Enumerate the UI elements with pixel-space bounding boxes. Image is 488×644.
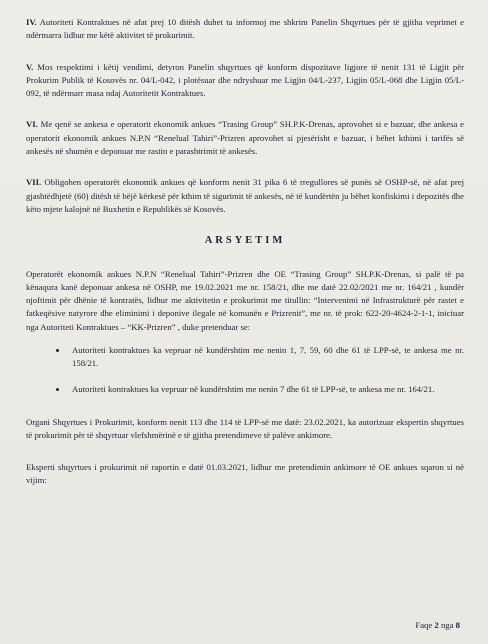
section-heading: ARSYETIM — [204, 235, 286, 247]
bullet-icon — [56, 349, 59, 352]
decision-item-v — [26, 61, 464, 101]
list-item — [58, 344, 464, 371]
item-text: Mos respektimi i këtij vendimi, detyron Panelin shqyrtues që konform dispozitave ligjore të nenit 131 të Ligjit për Prokurim Publik të Kosovës nr. 04/L-042, i plotësuar dhe ndryshuar me Ligjin 04/L-237, Ligjin 05/L-068 dhe Ligjin 05/L-092, të ndërmarr masa ndaj Autoritetit Kontraktues. — [26, 61, 465, 99]
total-pages: 8 — [455, 619, 460, 630]
bullet-icon — [56, 388, 59, 391]
item-text: Obligohen operatorët ekonomik ankues që konform nenit 31 pika 6 të rregullores së punës së OSHP-së, në afat prej gjashtëdhjetë (60) ditësh të bëjë kërkesë për kthim të sigurimit të ankesës, në të kundërtën ju bëhet konfiskimi i depozitës dhe këto mjete kalojnë në Buxhetin e Republikës së Kosovës. — [26, 177, 464, 214]
current-page: 2 — [434, 619, 439, 630]
decision-item-vi — [26, 118, 464, 158]
list-item-text: Autoriteti kontraktues ka vepruar në kundërshtim me nenin 7 dhe 61 të LPP-së, te ankesa me nr. 164/21. — [72, 383, 435, 394]
page-prefix: Faqe — [415, 619, 433, 630]
claims-list — [26, 344, 464, 396]
item-number: IV. — [26, 17, 37, 27]
item-number: VI. — [26, 119, 38, 130]
item-number: V. — [26, 61, 34, 72]
page-mid: nga — [440, 619, 454, 630]
list-item-text: Autoriteti kontraktues ka vepruar në kundërshtim me nenin 1, 7, 59, 60 dhe 61 të LPP-së, te ankesa me nr. 158/21. — [72, 345, 464, 369]
item-text: Me qenë se ankesa e operatorit ekonomik ankues “Trasing Group” SH.P.K-Drenas, aprovohet si e bazuar, dhe ankesa e operatorit ekonomik ankues N.P.N “Renelual Tahiri”-Prizren aprovohet si pjesërisht e bazuar, i bëhet kthimi i tarifës së ankesës në shumën e deponuar me rastin e parashtrimit të ankesës. — [26, 119, 464, 157]
list-item — [58, 383, 464, 396]
reasoning-paragraph-3: Eksperti shqyrtues i prokurimit në raportin e datë 01.03.2021, lidhur me pretendimin ankimore të OE ankues sqaron si në vijim: — [26, 461, 464, 485]
decision-item-iv — [26, 16, 464, 43]
item-number: VII. — [26, 177, 42, 188]
page-number — [415, 619, 460, 632]
item-text: Autoriteti Kontraktues në afat prej 10 ditësh duhet ta informoj me shkrim Panelin Shqyrtues për të gjitha veprimet e ndërmarra lidhur me këtë aktivitet të prokurimit. — [26, 17, 464, 41]
reasoning-paragraph-1: Operatorët ekonomik ankues N.P.N “Renelual Tahiri”-Prizren dhe OE “Trasing Group” SH.P.K-Drenas, si palë të pa kënaqura kanë deponuar ankesa në OSHP, me 19.02.2021 me nr. 158/21, dhe me datë 22.02/2021 me nr. 164/21 , kundër njoftimit për dhënie të kontratës, lidhur me aktivitetin e prokurimit me titullin: “Intervenimi në Infrastrukturë për rastet e fatkeqësive natyrore dhe eliminimi i deponive ilegale në komunën e Prizrenit”, me nr. të prok: 622-20-4624-2-1-1, iniciuar nga Autoriteti Kontraktues – “KK-Prizren” , duke pretenduar se: — [26, 268, 464, 332]
decision-item-vii — [26, 176, 464, 216]
reasoning-paragraph-2: Organi Shqyrtues i Prokurimit, konform nenit 113 dhe 114 të LPP-së me datë: 23.02.2021, ka autorizuar ekspertin shqyrtues të prokurimit për të shqyrtuar vlefshmërinë e të gjitha pretendimeve të palëve ankimore. — [26, 416, 464, 441]
